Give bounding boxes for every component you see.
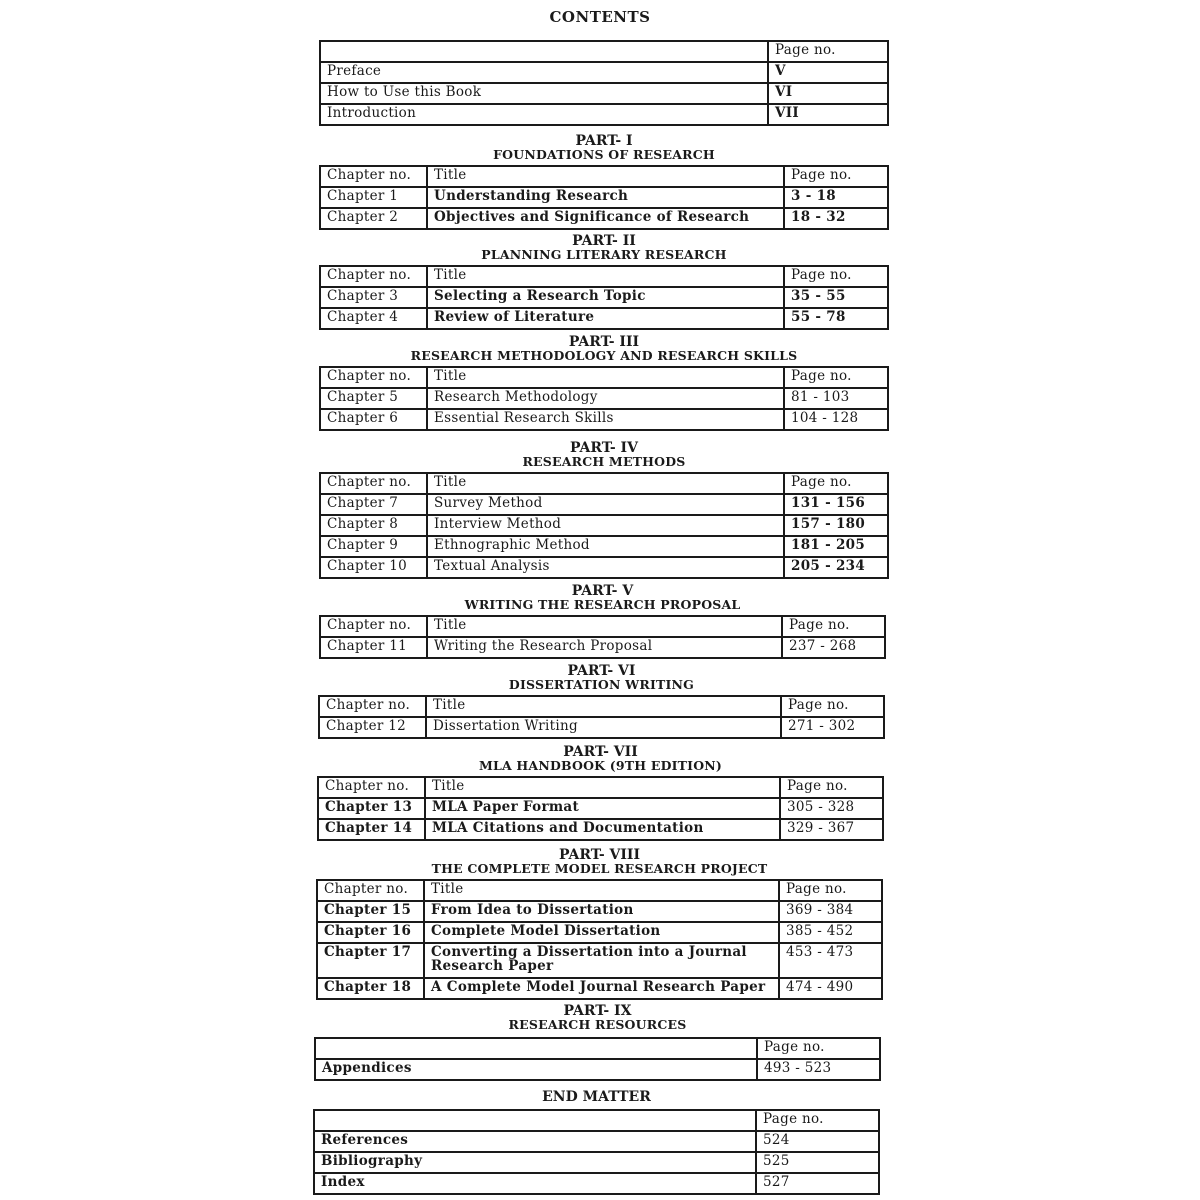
entry-page: VI	[768, 83, 888, 104]
chapter-header-cell: Chapter no.	[317, 880, 424, 901]
chapter-table	[319, 366, 889, 431]
table-row	[317, 922, 882, 943]
entry-label: Bibliography	[314, 1152, 756, 1173]
resources-table	[314, 1037, 881, 1081]
chapter-number: Chapter 18	[317, 978, 424, 999]
part-heading	[316, 848, 883, 876]
chapter-title: Research Methodology	[427, 388, 784, 409]
chapter-title: MLA Paper Format	[425, 798, 780, 819]
chapter-header-cell: Chapter no.	[320, 266, 427, 287]
part-heading	[319, 584, 886, 612]
chapter-pages: 55 - 78	[784, 308, 888, 329]
chapter-number: Chapter 5	[320, 388, 427, 409]
empty-cell	[314, 1110, 756, 1131]
chapter-number: Chapter 1	[320, 187, 427, 208]
table-row	[320, 494, 888, 515]
part-number: PART- VII	[563, 744, 638, 760]
part-name: MLA HANDBOOK (9TH EDITION)	[478, 758, 723, 773]
chapter-title: Textual Analysis	[427, 557, 784, 578]
chapter-table	[317, 776, 884, 841]
part-name: RESEARCH RESOURCES	[508, 1017, 687, 1032]
part-5-section	[319, 584, 886, 659]
table-row	[319, 717, 884, 738]
table-row	[320, 83, 888, 104]
table-row	[320, 557, 888, 578]
chapter-pages: 18 - 32	[784, 208, 888, 229]
end-matter-heading: END MATTER	[542, 1089, 651, 1105]
chapter-header-cell: Chapter no.	[320, 166, 427, 187]
chapter-header-cell: Chapter no.	[319, 696, 426, 717]
chapter-pages: 474 - 490	[779, 978, 882, 999]
chapter-header-cell: Chapter no.	[320, 367, 427, 388]
chapter-title: Writing the Research Proposal	[427, 637, 782, 658]
part-heading	[319, 335, 889, 363]
chapter-number: Chapter 9	[320, 536, 427, 557]
chapter-title: A Complete Model Journal Research Paper	[424, 978, 779, 999]
title-header-cell: Title	[427, 266, 784, 287]
table-row	[320, 536, 888, 557]
title-header-cell: Title	[424, 880, 779, 901]
chapter-number: Chapter 7	[320, 494, 427, 515]
part-number: PART- IV	[570, 440, 638, 456]
empty-cell	[315, 1038, 757, 1059]
part-2-section	[319, 234, 889, 330]
table-row	[315, 1059, 880, 1080]
chapter-pages: 305 - 328	[780, 798, 883, 819]
entry-page: 493 - 523	[757, 1059, 880, 1080]
table-header-row	[320, 266, 888, 287]
chapter-title: Selecting a Research Topic	[427, 287, 784, 308]
page-header-cell: Page no.	[756, 1110, 879, 1131]
chapter-title: From Idea to Dissertation	[424, 901, 779, 922]
chapter-number: Chapter 11	[320, 637, 427, 658]
part-number: PART- III	[568, 334, 640, 350]
page-header-cell: Page no.	[780, 777, 883, 798]
chapter-pages: 453 - 473	[779, 943, 882, 978]
table-row	[320, 308, 888, 329]
table-header-row	[319, 696, 884, 717]
front-matter-table	[319, 40, 889, 126]
entry-label: Preface	[320, 62, 768, 83]
part-number: PART- V	[571, 583, 634, 599]
table-row	[317, 901, 882, 922]
table-row	[317, 978, 882, 999]
part-7-section	[317, 745, 884, 841]
part-8-section	[316, 848, 883, 1000]
chapter-title: Review of Literature	[427, 308, 784, 329]
chapter-header-cell: Chapter no.	[320, 473, 427, 494]
chapter-number: Chapter 13	[318, 798, 425, 819]
chapter-number: Chapter 4	[320, 308, 427, 329]
entry-page: 525	[756, 1152, 879, 1173]
chapter-title: Essential Research Skills	[427, 409, 784, 430]
chapter-number: Chapter 16	[317, 922, 424, 943]
table-row	[318, 798, 883, 819]
table-header-row	[320, 166, 888, 187]
table-row	[320, 104, 888, 125]
chapter-title: Survey Method	[427, 494, 784, 515]
chapter-table	[316, 879, 883, 1000]
entry-page: 524	[756, 1131, 879, 1152]
page-header-cell: Page no.	[784, 473, 888, 494]
part-heading	[319, 441, 889, 469]
chapter-table	[319, 615, 886, 659]
table-row	[320, 637, 885, 658]
chapter-header-cell: Chapter no.	[320, 616, 427, 637]
chapter-number: Chapter 3	[320, 287, 427, 308]
part-name: WRITING THE RESEARCH PROPOSAL	[464, 597, 741, 612]
table-header-row	[318, 777, 883, 798]
table-row	[320, 515, 888, 536]
part-number: PART- II	[572, 233, 636, 249]
page-header-cell: Page no.	[779, 880, 882, 901]
chapter-number: Chapter 17	[317, 943, 424, 978]
chapter-table	[319, 472, 889, 579]
chapter-title: Objectives and Significance of Research	[427, 208, 784, 229]
chapter-number: Chapter 6	[320, 409, 427, 430]
chapter-number: Chapter 8	[320, 515, 427, 536]
chapter-number: Chapter 15	[317, 901, 424, 922]
entry-label: Introduction	[320, 104, 768, 125]
chapter-pages: 104 - 128	[784, 409, 888, 430]
page-header-cell: Page no.	[784, 166, 888, 187]
table-row	[314, 1152, 879, 1173]
table-row	[318, 819, 883, 840]
part-name: DISSERTATION WRITING	[508, 677, 695, 692]
chapter-number: Chapter 10	[320, 557, 427, 578]
part-name: RESEARCH METHODOLOGY AND RESEARCH SKILLS	[410, 348, 798, 363]
front-matter-section	[319, 40, 889, 126]
part-6-section	[318, 664, 885, 739]
table-row	[320, 208, 888, 229]
chapter-number: Chapter 12	[319, 717, 426, 738]
part-9-section	[314, 1004, 881, 1081]
chapter-title: Interview Method	[427, 515, 784, 536]
table-header-row	[320, 616, 885, 637]
table-row	[320, 287, 888, 308]
table-header-row	[320, 473, 888, 494]
title-header-cell: Title	[427, 616, 782, 637]
table-row	[314, 1131, 879, 1152]
part-name: RESEARCH METHODS	[522, 454, 686, 469]
title-header-cell: Title	[427, 473, 784, 494]
page-header-cell: Page no.	[757, 1038, 880, 1059]
part-heading	[318, 664, 885, 692]
page-header-cell: Page no.	[784, 266, 888, 287]
chapter-table	[318, 695, 885, 739]
chapter-title: Ethnographic Method	[427, 536, 784, 557]
table-row	[320, 388, 888, 409]
chapter-title: Complete Model Dissertation	[424, 922, 779, 943]
table-row	[320, 409, 888, 430]
entry-page: VII	[768, 104, 888, 125]
part-heading	[317, 745, 884, 773]
chapter-pages: 131 - 156	[784, 494, 888, 515]
title-header-cell: Title	[427, 166, 784, 187]
chapter-pages: 181 - 205	[784, 536, 888, 557]
part-name: FOUNDATIONS OF RESEARCH	[493, 147, 715, 162]
part-name: THE COMPLETE MODEL RESEARCH PROJECT	[431, 861, 768, 876]
table-row	[320, 62, 888, 83]
table-header-row	[314, 1110, 879, 1131]
entry-label: Index	[314, 1173, 756, 1194]
title-header-cell: Title	[427, 367, 784, 388]
chapter-pages: 271 - 302	[781, 717, 884, 738]
chapter-pages: 369 - 384	[779, 901, 882, 922]
entry-page: V	[768, 62, 888, 83]
chapter-pages: 385 - 452	[779, 922, 882, 943]
part-number: PART- IX	[563, 1003, 632, 1019]
title-header-cell: Title	[426, 696, 781, 717]
chapter-pages: 35 - 55	[784, 287, 888, 308]
empty-cell	[320, 41, 768, 62]
table-header-row	[320, 41, 888, 62]
chapter-pages: 329 - 367	[780, 819, 883, 840]
chapter-title: Converting a Dissertation into a Journal Research Paper	[424, 943, 779, 978]
entry-label: How to Use this Book	[320, 83, 768, 104]
part-number: PART- I	[575, 133, 633, 149]
page-header-cell: Page no.	[781, 696, 884, 717]
chapter-header-cell: Chapter no.	[318, 777, 425, 798]
part-number: PART- VIII	[558, 847, 641, 863]
page-title: CONTENTS	[549, 8, 651, 26]
page-header-cell: Page no.	[782, 616, 885, 637]
chapter-pages: 237 - 268	[782, 637, 885, 658]
chapter-pages: 205 - 234	[784, 557, 888, 578]
part-4-section	[319, 441, 889, 579]
end-matter-section	[313, 1089, 880, 1195]
part-heading	[319, 134, 889, 162]
page-header-cell: Page no.	[784, 367, 888, 388]
chapter-title: MLA Citations and Documentation	[425, 819, 780, 840]
part-heading	[314, 1004, 881, 1032]
chapter-table	[319, 265, 889, 330]
chapter-number: Chapter 14	[318, 819, 425, 840]
table-row	[317, 943, 882, 978]
part-name: PLANNING LITERARY RESEARCH	[481, 247, 727, 262]
chapter-title: Dissertation Writing	[426, 717, 781, 738]
entry-label: Appendices	[315, 1059, 757, 1080]
chapter-title: Understanding Research	[427, 187, 784, 208]
chapter-table	[319, 165, 889, 230]
entry-label: References	[314, 1131, 756, 1152]
chapter-pages: 81 - 103	[784, 388, 888, 409]
end-matter-table	[313, 1109, 880, 1195]
chapter-pages: 157 - 180	[784, 515, 888, 536]
table-header-row	[315, 1038, 880, 1059]
table-header-row	[317, 880, 882, 901]
part-1-section	[319, 134, 889, 230]
table-header-row	[320, 367, 888, 388]
table-row	[320, 187, 888, 208]
part-number: PART- VI	[567, 663, 636, 679]
chapter-pages: 3 - 18	[784, 187, 888, 208]
chapter-number: Chapter 2	[320, 208, 427, 229]
table-row	[314, 1173, 879, 1194]
part-3-section	[319, 335, 889, 431]
title-header-cell: Title	[425, 777, 780, 798]
page-header-cell: Page no.	[768, 41, 888, 62]
part-heading	[319, 234, 889, 262]
entry-page: 527	[756, 1173, 879, 1194]
